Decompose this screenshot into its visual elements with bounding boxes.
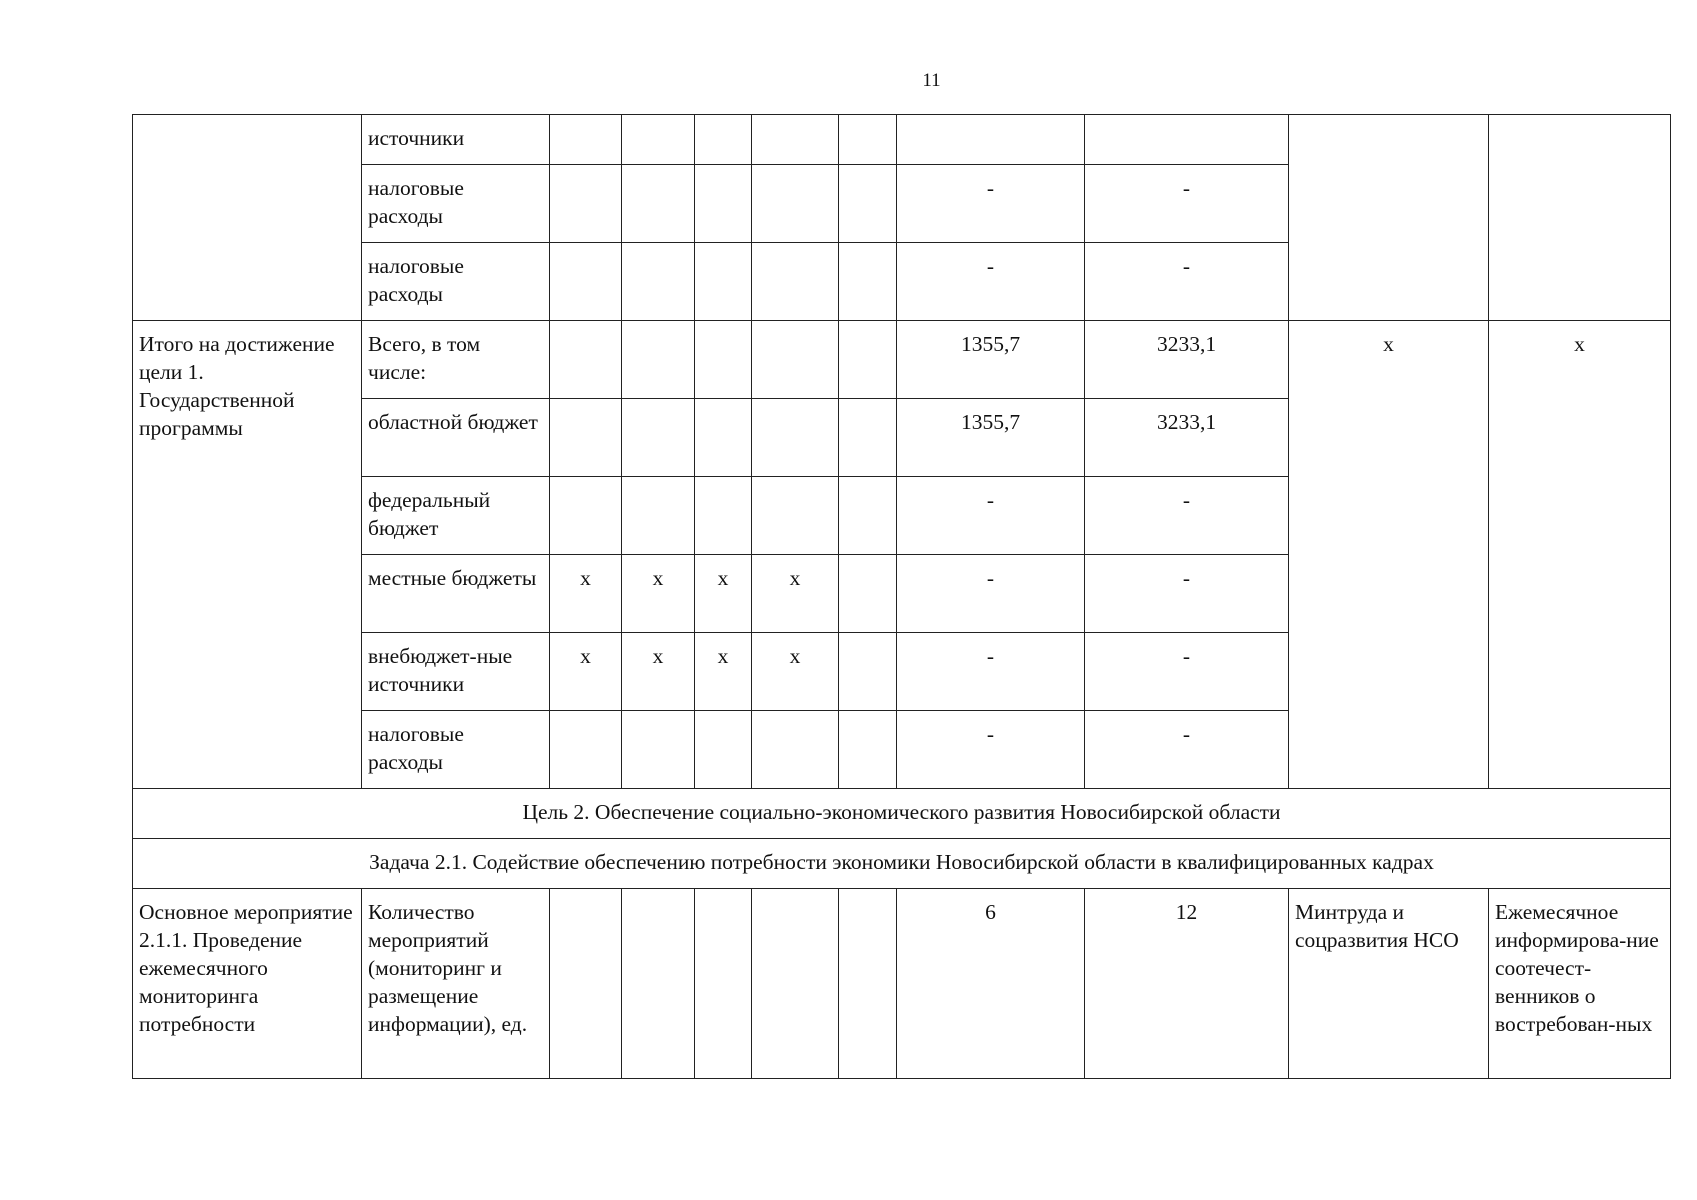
value-cell [752, 243, 839, 321]
value-cell [550, 477, 622, 555]
table-row [133, 321, 1671, 399]
value-cell: - [897, 477, 1085, 555]
value-cell [839, 321, 897, 399]
value-cell: 1355,7 [897, 399, 1085, 477]
value-cell [839, 115, 897, 165]
value-cell: х [622, 555, 695, 633]
value-cell [839, 633, 897, 711]
program-table [132, 114, 1671, 1079]
value-cell: х [752, 633, 839, 711]
value-cell [550, 399, 622, 477]
value-cell: - [1085, 243, 1289, 321]
value-cell [550, 243, 622, 321]
value-cell [550, 165, 622, 243]
table-row [133, 839, 1671, 889]
table-row [133, 789, 1671, 839]
value-cell [752, 711, 839, 789]
activity-name-cell: Основное мероприятие 2.1.1. Проведение ежемесячного мониторинга потребности [133, 889, 362, 1079]
indicator-cell: областной бюджет [362, 399, 550, 477]
indicator-cell: налоговые расходы [362, 243, 550, 321]
value-cell [622, 243, 695, 321]
value-cell [622, 399, 695, 477]
value-cell [622, 477, 695, 555]
name-cell: Итого на достижение цели 1. Государственной программы [133, 321, 362, 789]
value-cell: 6 [897, 889, 1085, 1079]
value-cell: х [622, 633, 695, 711]
value-cell [839, 477, 897, 555]
value-cell: х [550, 633, 622, 711]
value-cell [695, 321, 752, 399]
indicator-cell: внебюджет-ные источники [362, 633, 550, 711]
value-cell [752, 477, 839, 555]
value-cell [622, 321, 695, 399]
indicator-cell: федеральный бюджет [362, 477, 550, 555]
value-cell [839, 555, 897, 633]
value-cell [839, 243, 897, 321]
value-cell [695, 889, 752, 1079]
value-cell [752, 321, 839, 399]
value-cell: - [897, 243, 1085, 321]
value-cell [695, 165, 752, 243]
value-cell [752, 165, 839, 243]
indicator-cell: налоговые расходы [362, 165, 550, 243]
value-cell: х [695, 555, 752, 633]
table-row [133, 115, 1671, 165]
value-cell [752, 889, 839, 1079]
indicator-cell: Всего, в том числе: [362, 321, 550, 399]
value-cell: - [897, 165, 1085, 243]
value-cell [695, 711, 752, 789]
value-cell [550, 115, 622, 165]
table-row [133, 889, 1671, 1079]
value-cell [622, 115, 695, 165]
value-cell [695, 477, 752, 555]
name-cell [133, 115, 362, 321]
value-cell [839, 399, 897, 477]
value-cell [550, 711, 622, 789]
value-cell [695, 115, 752, 165]
value-cell: - [1085, 555, 1289, 633]
goal-heading: Цель 2. Обеспечение социально-экономического развития Новосибирской области [133, 789, 1671, 839]
value-cell: 3233,1 [1085, 321, 1289, 399]
page-number: 11 [922, 70, 941, 91]
value-cell [839, 889, 897, 1079]
value-cell: - [897, 555, 1085, 633]
task-heading: Задача 2.1. Содействие обеспечению потребности экономики Новосибирской области в квалифицированных кадрах [133, 839, 1671, 889]
value-cell [752, 399, 839, 477]
value-cell [695, 399, 752, 477]
value-cell: х [550, 555, 622, 633]
value-cell [622, 711, 695, 789]
executor-cell: х [1289, 321, 1489, 789]
value-cell: - [1085, 633, 1289, 711]
indicator-cell: источники [362, 115, 550, 165]
value-cell: - [897, 633, 1085, 711]
value-cell: - [897, 711, 1085, 789]
value-cell [1085, 115, 1289, 165]
value-cell: - [1085, 165, 1289, 243]
value-cell [550, 889, 622, 1079]
result-cell [1489, 115, 1671, 321]
value-cell: - [1085, 477, 1289, 555]
indicator-cell: Количество мероприятий (мониторинг и размещение информации), ед. [362, 889, 550, 1079]
value-cell: 3233,1 [1085, 399, 1289, 477]
value-cell: - [1085, 711, 1289, 789]
value-cell [839, 711, 897, 789]
value-cell: 1355,7 [897, 321, 1085, 399]
value-cell [752, 115, 839, 165]
value-cell [550, 321, 622, 399]
result-cell: х [1489, 321, 1671, 789]
value-cell: х [752, 555, 839, 633]
result-cell: Ежемесячное информирова-ние соотечест-венников о востребован-ных [1489, 889, 1671, 1079]
executor-cell [1289, 115, 1489, 321]
value-cell [839, 165, 897, 243]
value-cell: х [695, 633, 752, 711]
value-cell [622, 165, 695, 243]
value-cell [897, 115, 1085, 165]
indicator-cell: местные бюджеты [362, 555, 550, 633]
value-cell: 12 [1085, 889, 1289, 1079]
value-cell [622, 889, 695, 1079]
executor-cell: Минтруда и соцразвития НСО [1289, 889, 1489, 1079]
indicator-cell: налоговые расходы [362, 711, 550, 789]
value-cell [695, 243, 752, 321]
